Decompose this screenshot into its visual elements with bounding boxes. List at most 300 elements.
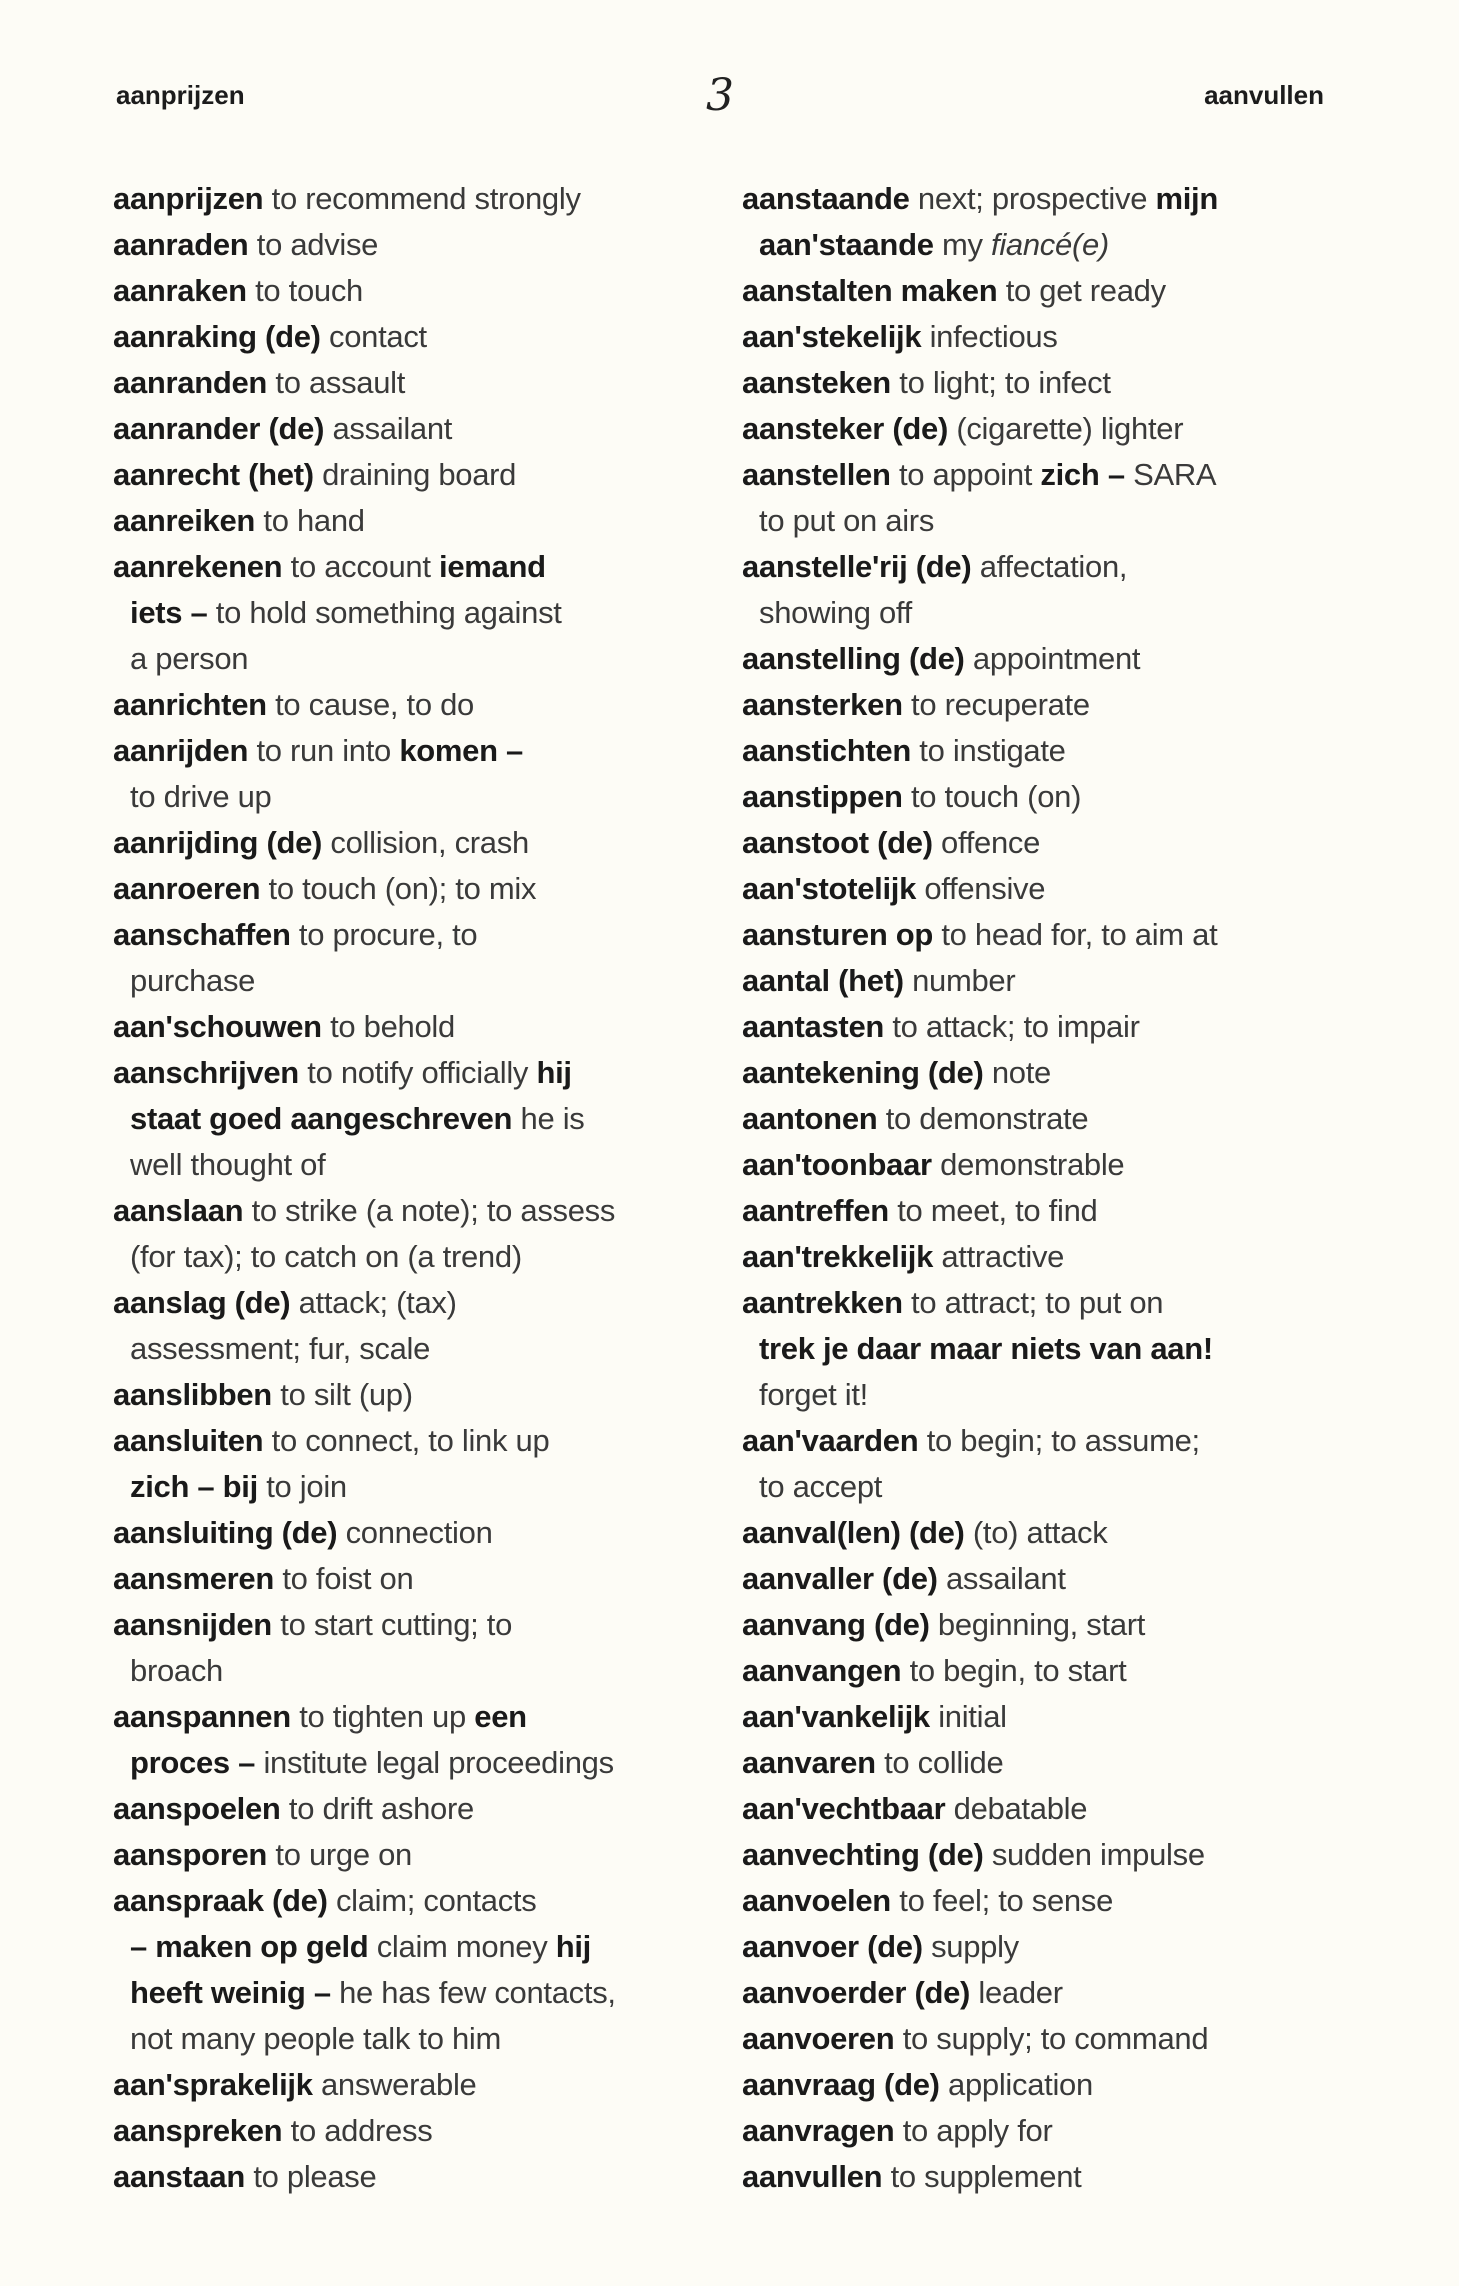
definition-text: to strike (a note); to assess [243, 1193, 616, 1228]
headword-text: aanvoeren [742, 2021, 895, 2056]
dictionary-entry [113, 1510, 733, 1556]
dictionary-entry [742, 1142, 1362, 1188]
headword-text: aansluiten [113, 1423, 264, 1458]
entry-line [742, 682, 1362, 728]
definition-text: beginning, start [929, 1607, 1146, 1642]
definition-text: not many people talk to him [130, 2021, 501, 2056]
headword-text: hij [555, 1929, 591, 1964]
dictionary-entry [113, 1878, 733, 2062]
headword-text: aanstoot (de) [742, 825, 933, 860]
definition-text: well thought of [130, 1147, 326, 1182]
definition-text: appointment [964, 641, 1141, 676]
definition-text: to collide [875, 1745, 1004, 1780]
definition-text: to accept [759, 1469, 883, 1504]
dictionary-entry [742, 1004, 1362, 1050]
dictionary-entry [742, 1786, 1362, 1832]
entry-line [742, 176, 1362, 222]
dictionary-entry [113, 1418, 733, 1510]
definition-text: to supply; to command [894, 2021, 1209, 2056]
headword-text: aan'staande [759, 227, 934, 262]
entry-continuation-line [113, 1142, 733, 1188]
dictionary-entry [742, 958, 1362, 1004]
headword-text: aanvullen [742, 2159, 883, 2194]
definition-text: draining board [313, 457, 517, 492]
dictionary-entry [113, 1694, 733, 1786]
definition-text: to account [282, 549, 439, 584]
left-column [113, 176, 733, 2200]
dictionary-entry [113, 2062, 733, 2108]
dictionary-entry [113, 1786, 733, 1832]
headword-text: aanreiken [113, 503, 256, 538]
entry-continuation-line [742, 498, 1362, 544]
entry-line [742, 2108, 1362, 2154]
definition-text: to demonstrate [877, 1101, 1089, 1136]
headword-text: aansturen op [742, 917, 934, 952]
entry-line [742, 268, 1362, 314]
entry-continuation-line [113, 1970, 733, 2016]
headword-text: aanvoelen [742, 1883, 891, 1918]
entry-line [742, 958, 1362, 1004]
definition-text: to touch (on) [902, 779, 1082, 814]
headword-text: proces – [130, 1745, 256, 1780]
headword-text: aansmeren [113, 1561, 275, 1596]
entry-continuation-line [742, 590, 1362, 636]
entry-line [113, 1004, 733, 1050]
entry-line [113, 2154, 733, 2200]
headword-text: aanslag (de) [113, 1285, 291, 1320]
definition-text: debatable [945, 1791, 1088, 1826]
definition-text: to put on airs [759, 503, 935, 538]
headword-text: aantal (het) [742, 963, 904, 998]
definition-text: to foist on [274, 1561, 414, 1596]
headword-text: aansnijden [113, 1607, 272, 1642]
dictionary-entry [742, 1510, 1362, 1556]
headword-text: aanslibben [113, 1377, 272, 1412]
headword-text: heeft weinig – [130, 1975, 331, 2010]
headword-text: aansteken [742, 365, 891, 400]
definition-text: collision, crash [322, 825, 529, 860]
dictionary-entry [742, 1096, 1362, 1142]
entry-continuation-line [113, 1096, 733, 1142]
entry-line [742, 1924, 1362, 1970]
headword-text: aanvraag (de) [742, 2067, 940, 2102]
entry-line [742, 544, 1362, 590]
dictionary-entry [742, 912, 1362, 958]
definition-text: to start cutting; to [271, 1607, 513, 1642]
headword-text: trek je daar maar niets van aan! [759, 1331, 1213, 1366]
definition-text: (for tax); to catch on (a trend) [130, 1239, 522, 1274]
dictionary-entry [742, 2062, 1362, 2108]
definition-text: to address [282, 2113, 433, 2148]
dictionary-entry [113, 1004, 733, 1050]
headword-text: aanranden [113, 365, 268, 400]
dictionary-entry [742, 1602, 1362, 1648]
definition-text: to advise [248, 227, 379, 262]
definition-text: contact [320, 319, 427, 354]
dictionary-entry [742, 176, 1362, 268]
headword-text: mijn [1155, 181, 1218, 216]
definition-text: next; prospective [909, 181, 1156, 216]
headword-text: aanstaande [742, 181, 910, 216]
definition-text: institute legal proceedings [255, 1745, 614, 1780]
entry-line [742, 1234, 1362, 1280]
definition-text: (cigarette) lighter [948, 411, 1184, 446]
definition-text: assessment; fur, scale [130, 1331, 431, 1366]
entry-line [742, 360, 1362, 406]
dictionary-entry [742, 1924, 1362, 1970]
dictionary-entry [113, 1832, 733, 1878]
entry-continuation-line [113, 1648, 733, 1694]
entry-line [742, 728, 1362, 774]
entry-line [742, 2062, 1362, 2108]
definition-text: to hand [255, 503, 365, 538]
definition-text: to recommend strongly [263, 181, 581, 216]
definition-text: to get ready [997, 273, 1166, 308]
entry-line [742, 1740, 1362, 1786]
definition-text: to please [245, 2159, 377, 2194]
entry-line [742, 1280, 1362, 1326]
headword-text: aanspraak (de) [113, 1883, 328, 1918]
headword-text: aanstaan [113, 2159, 245, 2194]
dictionary-entry [742, 360, 1362, 406]
definition-text: my [933, 227, 992, 262]
entry-line [113, 2062, 733, 2108]
headword-text: aanrijding (de) [113, 825, 323, 860]
entry-continuation-line [742, 1464, 1362, 1510]
dictionary-entry [742, 544, 1362, 636]
definition-text: showing off [759, 595, 912, 630]
definition-text: leader [970, 1975, 1063, 2010]
headword-text: aantekening (de) [742, 1055, 984, 1090]
definition-text: to join [257, 1469, 347, 1504]
entry-line [742, 2154, 1362, 2200]
definition-text: to notify officially [298, 1055, 537, 1090]
definition-text: application [939, 2067, 1093, 2102]
dictionary-entry [742, 1234, 1362, 1280]
entry-line [742, 1694, 1362, 1740]
running-head-right: aanvullen [1204, 80, 1324, 110]
entry-line [113, 1832, 733, 1878]
headword-text: aan'schouwen [113, 1009, 322, 1044]
definition-text: he has few contacts, [330, 1975, 616, 2010]
entry-line [742, 1418, 1362, 1464]
dictionary-entry [742, 2154, 1362, 2200]
entry-line [113, 1280, 733, 1326]
headword-text: aanstelling (de) [742, 641, 965, 676]
entry-line [113, 1602, 733, 1648]
dictionary-entry [113, 820, 733, 866]
definition-text: demonstrable [931, 1147, 1125, 1182]
dictionary-entry [113, 912, 733, 1004]
entry-line [113, 1188, 733, 1234]
dictionary-entry [113, 1372, 733, 1418]
definition-text: to silt (up) [271, 1377, 413, 1412]
entry-line [742, 1786, 1362, 1832]
definition-text: to supplement [882, 2159, 1082, 2194]
entry-line [113, 452, 733, 498]
dictionary-entry [742, 1418, 1362, 1510]
definition-text: to run into [248, 733, 400, 768]
entry-line [742, 1648, 1362, 1694]
definition-text: to assault [267, 365, 406, 400]
entry-line [742, 1096, 1362, 1142]
dictionary-entry [113, 1556, 733, 1602]
entry-line [742, 2016, 1362, 2062]
entry-continuation-line [113, 1924, 733, 1970]
headword-text: aanstellen [742, 457, 891, 492]
dictionary-entry [113, 1602, 733, 1694]
dictionary-entry [113, 2154, 733, 2200]
entry-continuation-line [113, 2016, 733, 2062]
headword-text: een [474, 1699, 527, 1734]
headword-text: aantonen [742, 1101, 878, 1136]
headword-text: hij [536, 1055, 572, 1090]
entry-continuation-line [113, 958, 733, 1004]
definition-text: to feel; to sense [890, 1883, 1114, 1918]
dictionary-entry [742, 314, 1362, 360]
dictionary-entry [113, 222, 733, 268]
headword-text: aan'stotelijk [742, 871, 917, 906]
dictionary-entry [113, 406, 733, 452]
entry-continuation-line [113, 1326, 733, 1372]
headword-text: iets – [130, 595, 208, 630]
italic-text: fiancé(e) [991, 227, 1109, 262]
definition-text: to instigate [910, 733, 1066, 768]
entry-continuation-line [113, 1234, 733, 1280]
definition-text: attractive [933, 1239, 1065, 1274]
dictionary-entry [742, 636, 1362, 682]
headword-text: aanraking (de) [113, 319, 321, 354]
headword-text: aanraken [113, 273, 247, 308]
entry-continuation-line [742, 222, 1362, 268]
definition-text: connection [337, 1515, 493, 1550]
entry-line [113, 268, 733, 314]
headword-text: aanvang (de) [742, 1607, 930, 1642]
dictionary-entry [742, 1188, 1362, 1234]
definition-text: assailant [937, 1561, 1066, 1596]
headword-text: aanprijzen [113, 181, 264, 216]
headword-text: aanvaller (de) [742, 1561, 938, 1596]
dictionary-entry [742, 1878, 1362, 1924]
definition-text: to behold [321, 1009, 455, 1044]
definition-text: to drive up [130, 779, 272, 814]
headword-text: aanspreken [113, 2113, 283, 2148]
dictionary-entry [113, 1188, 733, 1280]
dictionary-entry [113, 1050, 733, 1188]
dictionary-entry [113, 268, 733, 314]
entry-line [742, 1142, 1362, 1188]
entry-line [742, 452, 1362, 498]
entry-line [113, 2108, 733, 2154]
entry-line [742, 636, 1362, 682]
entry-line [742, 314, 1362, 360]
headword-text: aan'vaarden [742, 1423, 919, 1458]
entry-line [742, 1602, 1362, 1648]
dictionary-entry [742, 866, 1362, 912]
headword-text: aanstalten maken [742, 273, 998, 308]
definition-text: to apply for [894, 2113, 1053, 2148]
headword-text: aanrander (de) [113, 411, 325, 446]
definition-text: to tighten up [290, 1699, 475, 1734]
entry-continuation-line [113, 1464, 733, 1510]
definition-text: to begin, to start [901, 1653, 1127, 1688]
definition-text: affectation, [971, 549, 1128, 584]
dictionary-entry [742, 1694, 1362, 1740]
headword-text: aanrecht (het) [113, 457, 314, 492]
headword-text: aanslaan [113, 1193, 244, 1228]
headword-text: aanvoerder (de) [742, 1975, 971, 2010]
dictionary-entry [742, 1832, 1362, 1878]
headword-text: aan'stekelijk [742, 319, 922, 354]
dictionary-entry [113, 498, 733, 544]
definition-text: to hold something against [207, 595, 562, 630]
headword-text: aan'toonbaar [742, 1147, 932, 1182]
headword-text: aanstippen [742, 779, 903, 814]
headword-text: aanstelle'rij (de) [742, 549, 972, 584]
definition-text: to urge on [267, 1837, 412, 1872]
definition-text: supply [922, 1929, 1019, 1964]
definition-text: he is [512, 1101, 585, 1136]
dictionary-entry [742, 406, 1362, 452]
headword-text: aantrekken [742, 1285, 903, 1320]
entry-line [113, 1050, 733, 1096]
definition-text: to attract; to put on [902, 1285, 1164, 1320]
entry-line [113, 682, 733, 728]
dictionary-entry [113, 866, 733, 912]
dictionary-entry [742, 1280, 1362, 1418]
entry-line [113, 498, 733, 544]
definition-text: to appoint [890, 457, 1041, 492]
entry-line [113, 912, 733, 958]
entry-continuation-line [113, 774, 733, 820]
headword-text: aanspannen [113, 1699, 291, 1734]
dictionary-entry [742, 452, 1362, 544]
right-column [742, 176, 1362, 2200]
headword-text: aanstichten [742, 733, 911, 768]
entry-line [113, 1556, 733, 1602]
entry-continuation-line [742, 1372, 1362, 1418]
entry-line [742, 1878, 1362, 1924]
entry-line [113, 1694, 733, 1740]
headword-text: iemand [439, 549, 546, 584]
definition-text: sudden impulse [983, 1837, 1205, 1872]
definition-text: assailant [324, 411, 453, 446]
headword-text: aanroeren [113, 871, 261, 906]
definition-text: broach [130, 1653, 223, 1688]
headword-text: aanschrijven [113, 1055, 299, 1090]
definition-text: purchase [130, 963, 256, 998]
entry-line [113, 406, 733, 452]
definition-text: to touch (on); to mix [260, 871, 537, 906]
dictionary-entry [742, 1556, 1362, 1602]
headword-text: aan'sprakelijk [113, 2067, 313, 2102]
entry-line [742, 1832, 1362, 1878]
definition-text: to head for, to aim at [933, 917, 1218, 952]
dictionary-entry [113, 360, 733, 406]
entry-line [113, 222, 733, 268]
dictionary-entry [113, 314, 733, 360]
headword-text: aansporen [113, 1837, 268, 1872]
definition-text: offensive [916, 871, 1046, 906]
headword-text: aantreffen [742, 1193, 889, 1228]
entry-line [113, 1510, 733, 1556]
headword-text: aanrekenen [113, 549, 283, 584]
definition-text: answerable [312, 2067, 477, 2102]
definition-text: to cause, to do [266, 687, 474, 722]
entry-line [742, 1970, 1362, 2016]
definition-text: to connect, to link up [263, 1423, 550, 1458]
dictionary-entry [742, 1740, 1362, 1786]
entry-line [742, 1050, 1362, 1096]
dictionary-entry [113, 176, 733, 222]
dictionary-entry [113, 452, 733, 498]
entry-line [113, 866, 733, 912]
running-head-left: aanprijzen [116, 80, 245, 110]
definition-text: initial [929, 1699, 1007, 1734]
dictionary-entry [742, 268, 1362, 314]
dictionary-entry [742, 2108, 1362, 2154]
dictionary-entry [113, 728, 733, 820]
headword-text: aanvaren [742, 1745, 876, 1780]
headword-text: aansluiting (de) [113, 1515, 338, 1550]
entry-line [113, 176, 733, 222]
headword-text: aanrijden [113, 733, 249, 768]
entry-line [742, 774, 1362, 820]
definition-text: to attack; to impair [884, 1009, 1140, 1044]
definition-text: forget it! [759, 1377, 868, 1412]
entry-line [742, 820, 1362, 866]
definition-text: a person [130, 641, 249, 676]
dictionary-entry [113, 2108, 733, 2154]
entry-continuation-line [113, 590, 733, 636]
entry-line [113, 1786, 733, 1832]
headword-text: aanvechting (de) [742, 1837, 984, 1872]
entry-line [742, 1510, 1362, 1556]
headword-text: aanspoelen [113, 1791, 281, 1826]
headword-text: aansterken [742, 687, 903, 722]
dictionary-entry [742, 1648, 1362, 1694]
headword-text: aan'vechtbaar [742, 1791, 946, 1826]
entry-line [742, 406, 1362, 452]
entry-line [113, 314, 733, 360]
definition-text: to drift ashore [280, 1791, 474, 1826]
entry-line [113, 544, 733, 590]
entry-line [742, 912, 1362, 958]
definition-text: SARA [1124, 457, 1217, 492]
definition-text: to recuperate [902, 687, 1090, 722]
headword-text: aansteker (de) [742, 411, 949, 446]
page-number: 3 [706, 70, 734, 121]
dictionary-entry [113, 544, 733, 682]
dictionary-entry [742, 682, 1362, 728]
headword-text: aanschaffen [113, 917, 291, 952]
headword-text: aanraden [113, 227, 249, 262]
entry-line [742, 1188, 1362, 1234]
dictionary-entry [742, 1970, 1362, 2016]
entry-line [113, 820, 733, 866]
definition-text: offence [932, 825, 1041, 860]
entry-line [113, 1372, 733, 1418]
headword-text: aanrichten [113, 687, 267, 722]
definition-text: to light; to infect [890, 365, 1111, 400]
definition-text: to procure, to [290, 917, 478, 952]
entry-continuation-line [113, 1740, 733, 1786]
definition-text: claim; contacts [327, 1883, 537, 1918]
dictionary-entry [742, 774, 1362, 820]
entry-line [742, 866, 1362, 912]
entry-line [113, 1418, 733, 1464]
definition-text: number [903, 963, 1016, 998]
